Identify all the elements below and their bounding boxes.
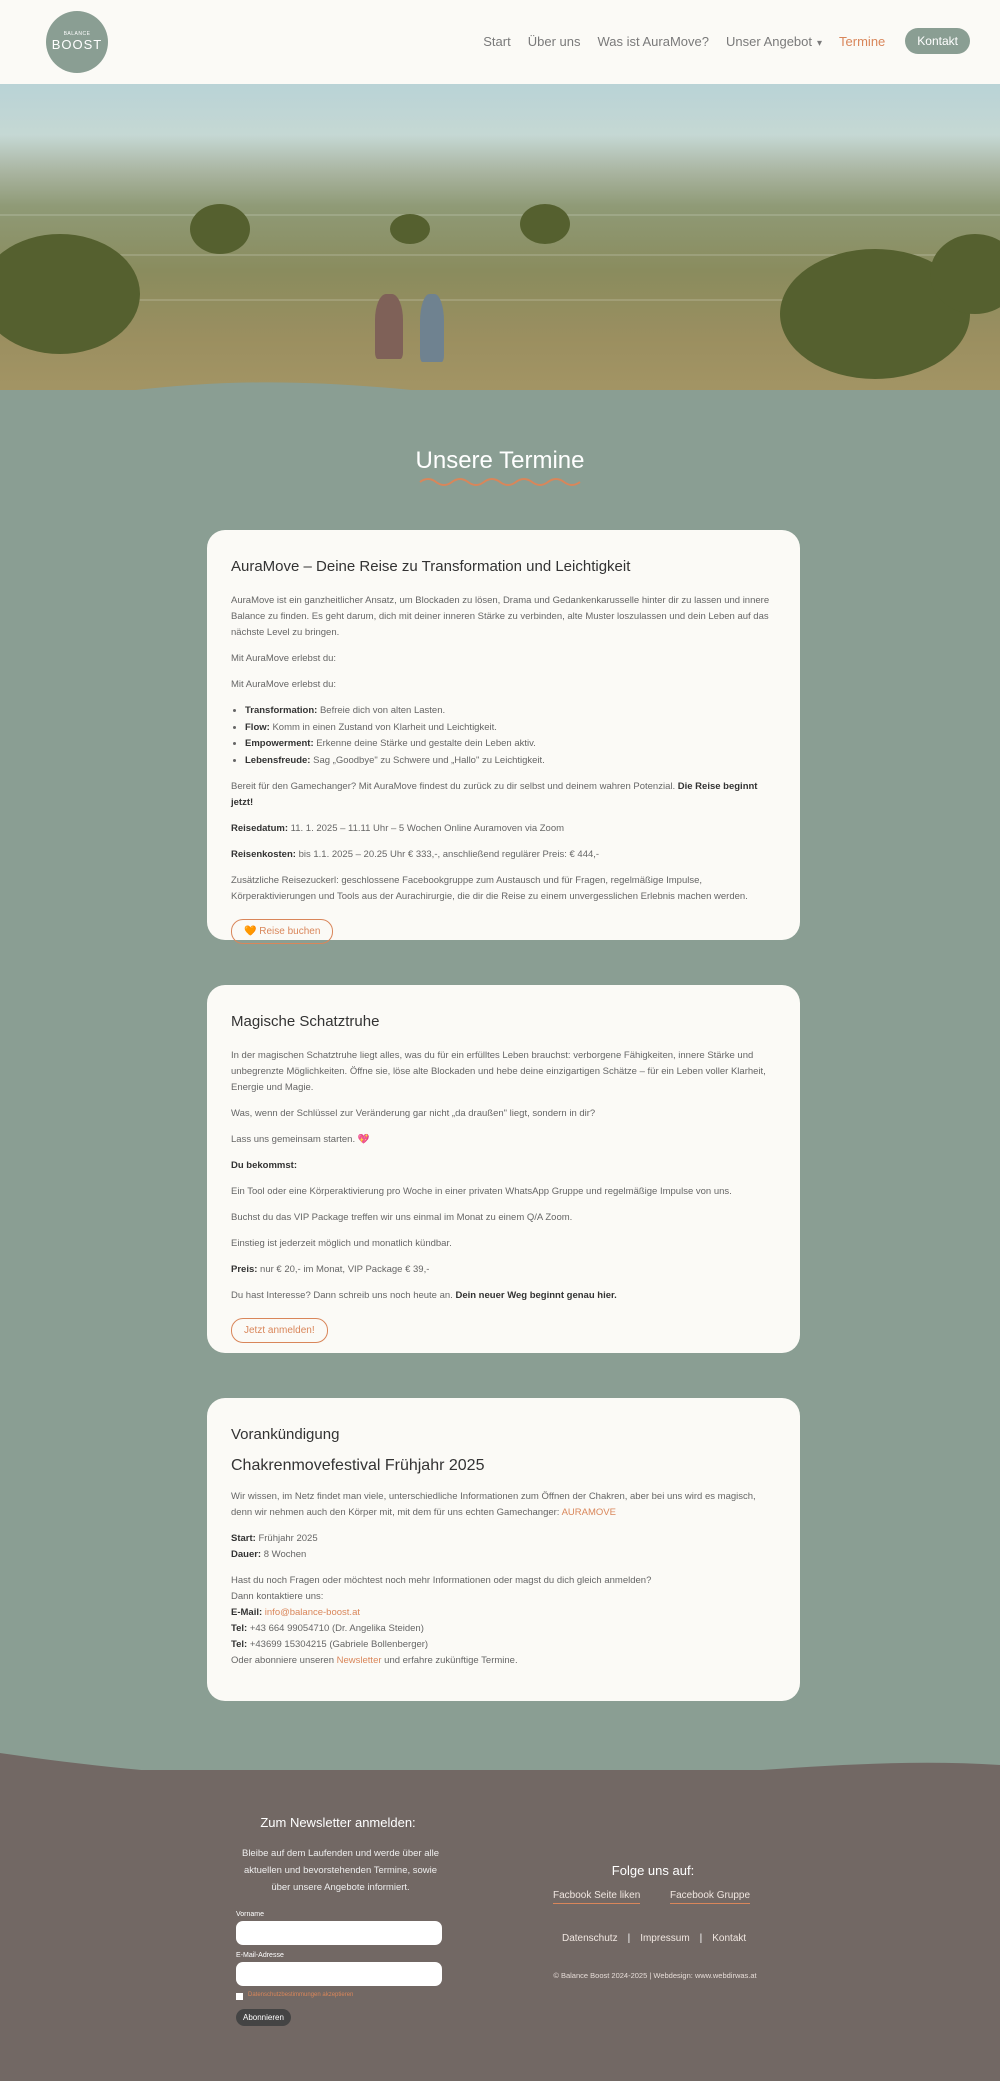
newsletter-text: und erfahre zukünftige Termine. [381, 1655, 518, 1666]
card-bold-label: Du bekommst: [231, 1160, 297, 1171]
hero-person [375, 294, 403, 359]
copyright: © Balance Boost 2024-2025 | Webdesign: www.webdirwas.at [553, 1971, 757, 1980]
separator: | [699, 1933, 703, 1944]
newsletter-link[interactable]: Newsletter [336, 1655, 382, 1666]
travel-cost [231, 847, 776, 863]
hero-tree [520, 204, 570, 244]
phone-value: +43 664 99054710 (Dr. Angelika Steiden) [247, 1623, 424, 1634]
nav-ueber-uns[interactable]: Über uns [527, 33, 581, 49]
event-card-chakrenmove [207, 1398, 800, 1701]
reise-buchen-button[interactable]: 🧡 Reise buchen [231, 919, 333, 944]
email-field-label: E-Mail-Adresse [236, 1952, 284, 1959]
card-paragraph: In der magischen Schatztruhe liegt alles, was du für ein erfülltes Leben brauchst: verborgene Fähigkeiten, innere Stärke und unbegrenzte Möglichkeiten. Öffne sie, löse alte Blockaden und hebe deine einzigartigen Schätze – für ein Leben voller Klarheit, Energie und Magie. [231, 1050, 766, 1093]
auramove-link[interactable]: AURAMOVE [561, 1507, 616, 1518]
card-title: Magische Schatztruhe [231, 1013, 380, 1030]
list-item-label: Flow: [245, 721, 270, 733]
card-paragraph: Zusätzliche Reisezuckerl: geschlossene Facebookgruppe zum Austausch und für Fragen, regelmäßige Impulse, Körperaktivierungen und Tools aus der Aurachirurgie, die dir die Reise zu einem unvergesslichen Erlebnis machen werden. [231, 875, 748, 902]
card-paragraph [231, 779, 776, 811]
travel-date-label: Reisedatum: [231, 823, 289, 834]
gamechanger-bold: Die Reise beginnt jetzt! [231, 781, 758, 808]
phone-value: +43699 15304215 (Gabriele Bollenberger) [247, 1639, 429, 1650]
list-item [245, 753, 776, 770]
hero-person [420, 294, 444, 362]
site-footer [0, 1770, 1000, 2081]
travel-cost-value: bis 1.1. 2025 – 20.25 Uhr € 333,-, anschließend regulärer Preis: € 444,- [295, 849, 600, 860]
list-item-text: Befreie dich von alten Lasten. [317, 705, 446, 716]
phone-label: Tel: [231, 1639, 248, 1650]
nav-termine[interactable]: Termine [839, 33, 886, 49]
contact-block [231, 1573, 776, 1669]
impressum-link[interactable]: Impressum [640, 1933, 690, 1944]
card-paragraph [231, 1288, 776, 1304]
list-item-text: Komm in einen Zustand von Klarheit und Leichtigkeit. [269, 721, 497, 733]
newsletter-description: Bleibe auf dem Laufenden und werde über alle aktuellen und bevorstehenden Termine, sowie über unsere Angebote informiert. [241, 1848, 439, 1893]
price-value: nur € 20,- im Monat, VIP Package € 39,- [257, 1264, 430, 1275]
card-paragraph [231, 1158, 776, 1174]
travel-cost-label: Reisenkosten: [231, 849, 296, 860]
facebook-page-link[interactable]: Facbook Seite liken [553, 1890, 640, 1904]
section-title: Unsere Termine [415, 447, 585, 474]
follow-title: Folge uns auf: [611, 1863, 695, 1878]
newsletter-title: Zum Newsletter anmelden: [260, 1815, 416, 1830]
list-item-label: Transformation: [245, 705, 318, 716]
hero-tree [190, 204, 250, 254]
site-header [0, 0, 1000, 84]
logo-small-text: BALANCE [63, 31, 91, 37]
card-paragraph: Ein Tool oder eine Körperaktivierung pro Woche in einer privaten WhatsApp Gruppe und regelmäßige Impulse von uns. [231, 1186, 732, 1197]
email-link[interactable]: info@balance-boost.at [264, 1607, 360, 1618]
benefit-list [245, 703, 776, 769]
hero-tree [390, 214, 430, 244]
subscribe-button[interactable]: Abonnieren [236, 2009, 291, 2026]
contact-question: Hast du noch Fragen oder möchtest noch mehr Informationen oder magst du dich gleich anmelden? [231, 1575, 652, 1586]
card-paragraph: Buchst du das VIP Package treffen wir uns einmal im Monat zu einem Q/A Zoom. [231, 1212, 573, 1223]
duration-label: Dauer: [231, 1549, 262, 1560]
privacy-checkbox[interactable] [236, 1993, 243, 2000]
list-item-text: Sag „Goodbye" zu Schwere und „Hallo" zu Leichtigkeit. [310, 754, 545, 766]
privacy-link[interactable]: Datenschutzbestimmungen akzeptieren [248, 1992, 354, 1998]
card-paragraph [231, 1489, 776, 1521]
jetzt-anmelden-button[interactable]: Jetzt anmelden! [231, 1318, 328, 1343]
card-text: Wir wissen, im Netz findet man viele, unterschiedliche Informationen zum Öffnen der Chakren, aber bei uns wird es magisch, denn wir nehmen auch den Körper mit, mit dem für uns echten Gamechanger: [231, 1491, 756, 1518]
start-value: Frühjahr 2025 [255, 1533, 318, 1544]
card-kicker: Vorankündigung [231, 1426, 340, 1443]
list-item [245, 736, 776, 753]
nav-unser-angebot-label: Unser Angebot [726, 33, 813, 49]
logo-big-text: BOOST [51, 37, 103, 52]
event-card-auramove [207, 530, 800, 940]
chevron-down-icon: ▾ [817, 37, 823, 49]
balance-boost-logo[interactable] [46, 11, 108, 73]
card-title: AuraMove – Deine Reise zu Transformation und Leichtigkeit [231, 558, 631, 575]
list-item-text: Erkenne deine Stärke und gestalte dein Leben aktiv. [313, 738, 536, 749]
kontakt-button[interactable]: Kontakt [905, 28, 970, 54]
nav-unser-angebot[interactable] [726, 34, 822, 49]
list-item [245, 703, 776, 720]
list-item-label: Empowerment: [245, 738, 314, 749]
kontakt-link[interactable]: Kontakt [712, 1933, 747, 1944]
gamechanger-text: Bereit für den Gamechanger? Mit AuraMove findest du zurück zu dir selbst und deinem wahren Potenzial. [231, 781, 678, 792]
card-title: Chakrenmovefestival Frühjahr 2025 [231, 1457, 485, 1474]
event-card-schatztruhe [207, 985, 800, 1353]
email-field[interactable] [236, 1962, 442, 1986]
card-paragraph: Lass uns gemeinsam starten. 💖 [231, 1134, 370, 1145]
card-paragraph [231, 1531, 776, 1563]
interest-bold: Dein neuer Weg beginnt genau hier. [455, 1290, 617, 1301]
price [231, 1262, 776, 1278]
start-label: Start: [231, 1533, 256, 1544]
separator: | [627, 1933, 631, 1944]
list-item-label: Lebensfreude: [245, 754, 311, 766]
contact-intro: Dann kontaktiere uns: [231, 1591, 324, 1602]
price-label: Preis: [231, 1264, 258, 1275]
interest-text: Du hast Interesse? Dann schreib uns noch heute an. [231, 1290, 456, 1301]
travel-date-value: 11. 1. 2025 – 11.11 Uhr – 5 Wochen Online Auramoven via Zoom [288, 823, 565, 834]
first-name-label: Vorname [236, 1911, 265, 1918]
legal-links [562, 1933, 746, 1944]
main-nav [466, 28, 970, 54]
card-paragraph: Mit AuraMove erlebst du: [231, 653, 337, 664]
hero-tree [0, 234, 140, 354]
card-paragraph: AuraMove ist ein ganzheitlicher Ansatz, um Blockaden zu lösen, Drama und Gedankenkarusselle hinter dir zu lassen und innere Balance zu finden. Es geht darum, dich mit deiner inneren Stärke zu verbinden, alte Muster loszulassen und dein Leben auf das nächste Level zu bringen. [231, 595, 770, 638]
card-paragraph: Mit AuraMove erlebst du: [231, 679, 337, 690]
nav-was-ist-auramove[interactable]: Was ist AuraMove? [597, 33, 709, 49]
card-paragraph: Was, wenn der Schlüssel zur Veränderung gar nicht „da draußen" liegt, sondern in dir? [231, 1108, 596, 1119]
nav-start[interactable]: Start [483, 33, 511, 49]
newsletter-text: Oder abonniere unseren [231, 1655, 337, 1666]
list-item [245, 720, 776, 737]
phone-label: Tel: [231, 1623, 248, 1634]
squiggle-underline [418, 475, 588, 489]
duration-value: 8 Wochen [261, 1549, 307, 1560]
travel-date [231, 821, 776, 837]
email-label: E-Mail: [231, 1607, 263, 1618]
hero-field-line [0, 214, 1000, 216]
facebook-group-link[interactable]: Facebook Gruppe [670, 1890, 750, 1904]
datenschutz-link[interactable]: Datenschutz [562, 1933, 618, 1944]
card-paragraph: Einstieg ist jederzeit möglich und monatlich kündbar. [231, 1238, 452, 1249]
first-name-input[interactable] [236, 1921, 442, 1945]
